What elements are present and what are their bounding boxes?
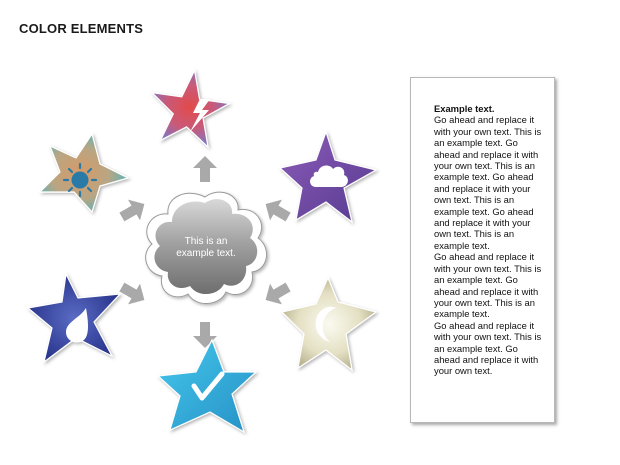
center-label-line2: example text. xyxy=(176,248,236,259)
star-drop xyxy=(28,274,120,362)
text-box-paragraph: Go ahead and replace it with your own text. This is an example text. Go ahead and replace it with your own text. xyxy=(434,319,542,377)
sun-icon xyxy=(64,164,96,196)
star-lightning xyxy=(146,65,234,149)
star-check xyxy=(158,340,256,432)
page-title: COLOR ELEMENTS xyxy=(19,21,144,36)
arrow-up xyxy=(193,156,217,182)
text-box-paragraph: Go ahead and replace it with your own text. This is an example text. Go ahead and replace it with your own text. This is an example text. Go ahead and replace it with your own text. This is an example text. Go ahead and replace it with your own text. This is an example text. xyxy=(434,114,542,251)
text-box-paragraph: Go ahead and replace it with your own text. This is an example text. Go ahead and replace it with your own text. This is an example text. xyxy=(434,251,542,320)
star-moon xyxy=(282,278,376,370)
arrow-upper-left xyxy=(116,194,151,228)
center-label xyxy=(160,236,252,260)
arrow-upper-right xyxy=(260,194,295,228)
text-box-heading: Example text. xyxy=(434,103,495,114)
star-sun xyxy=(40,134,128,212)
text-box xyxy=(410,77,555,423)
center-label-line1: This is an xyxy=(184,236,228,247)
arrow-lower-right xyxy=(260,277,295,311)
star-cloud xyxy=(280,132,376,222)
